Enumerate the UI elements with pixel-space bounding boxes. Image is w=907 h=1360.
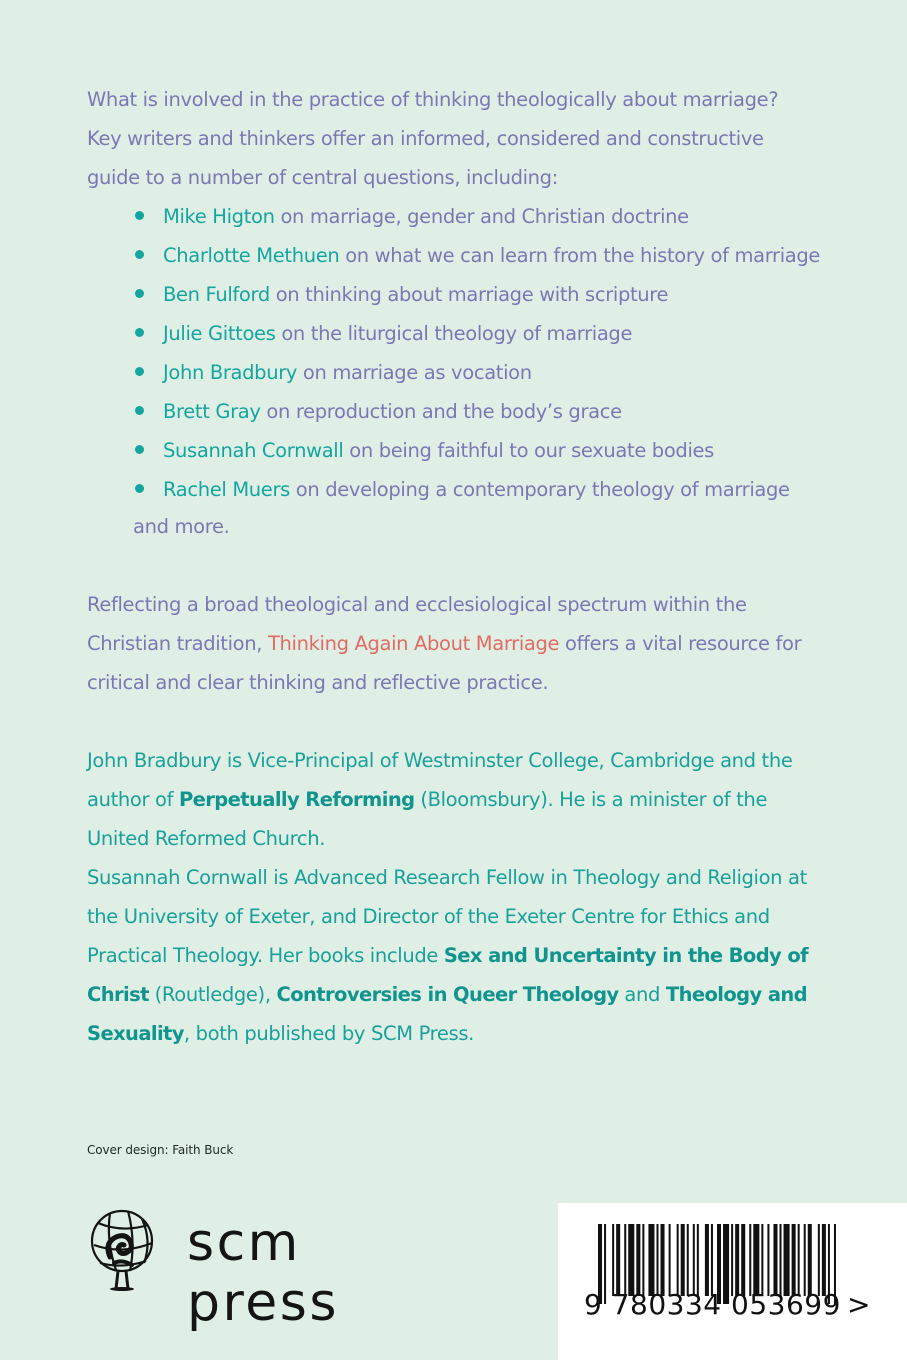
barcode-bar bbox=[741, 1224, 745, 1296]
list-item bbox=[133, 314, 820, 353]
barcode-bar bbox=[792, 1224, 796, 1296]
isbn-arrow-icon: > bbox=[847, 1288, 871, 1321]
bio-cornwall-text-1: Susannah Cornwall is Advanced Research Fellow in Theology and Religion at the University of Exeter, and Director of the Exeter Centre for Ethics and Practical Theology. Her books include bbox=[87, 866, 807, 967]
publisher-name: scm press bbox=[187, 1213, 339, 1333]
barcode-bar bbox=[798, 1224, 800, 1296]
barcode-bar bbox=[656, 1224, 658, 1296]
list-item bbox=[133, 470, 820, 509]
bullet-icon bbox=[135, 445, 144, 454]
bio-bradbury bbox=[87, 741, 827, 858]
contributor-topic: on thinking about marriage with scripture bbox=[269, 283, 669, 306]
barcode-bar bbox=[687, 1224, 689, 1296]
barcode-bar bbox=[767, 1224, 769, 1296]
barcode-bar bbox=[735, 1224, 739, 1296]
list-item bbox=[133, 275, 820, 314]
contributor-list bbox=[133, 197, 820, 509]
barcode-bar bbox=[624, 1224, 626, 1296]
bio-bradbury-text-2: (Bloomsbury). He is a minister of the United Reformed Church. bbox=[87, 788, 768, 850]
barcode-bar bbox=[661, 1224, 665, 1296]
barcode-bar bbox=[773, 1224, 777, 1296]
list-item bbox=[133, 236, 820, 275]
bullet-icon bbox=[135, 367, 144, 376]
barcode-bar bbox=[669, 1224, 671, 1296]
bio-cornwall-text-2: (Routledge), bbox=[148, 983, 277, 1006]
bullet-icon bbox=[135, 250, 144, 259]
bullet-icon bbox=[135, 211, 144, 220]
bio-cornwall bbox=[87, 858, 827, 1053]
bio-cornwall-book-3: Theology and Sexuality bbox=[87, 983, 808, 1045]
reflecting-paragraph bbox=[87, 585, 817, 702]
barcode-bar bbox=[705, 1224, 709, 1296]
contributor-topic: on reproduction and the body’s grace bbox=[260, 400, 622, 423]
scm-globe-icon bbox=[86, 1203, 158, 1291]
contributor-topic: on developing a contemporary theology of marriage bbox=[289, 478, 790, 501]
publisher-logo bbox=[86, 1203, 466, 1333]
barcode-bar bbox=[628, 1224, 634, 1296]
isbn-barcode bbox=[558, 1203, 907, 1360]
barcode-bar bbox=[780, 1224, 782, 1296]
contributor-topic: on marriage as vocation bbox=[297, 361, 532, 384]
bio-bradbury-book: Perpetually Reforming bbox=[178, 788, 415, 811]
contributor-name: Charlotte Methuen bbox=[163, 244, 340, 267]
reflecting-text-after: offers a vital resource for critical and clear thinking and reflective practice. bbox=[87, 632, 802, 694]
contributor-topic: on marriage, gender and Christian doctrine bbox=[274, 205, 689, 228]
barcode-bar bbox=[753, 1224, 759, 1296]
barcode-bar bbox=[636, 1224, 640, 1296]
barcode-bar bbox=[642, 1224, 644, 1296]
list-item bbox=[133, 353, 820, 392]
barcode-bar bbox=[648, 1224, 654, 1296]
contributor-name: Rachel Muers bbox=[163, 478, 290, 501]
barcode-bar bbox=[677, 1224, 679, 1296]
bio-cornwall-text-3: and bbox=[618, 983, 666, 1006]
book-title: Thinking Again About Marriage bbox=[267, 632, 560, 655]
barcode-bar bbox=[818, 1224, 820, 1296]
barcode-bar bbox=[697, 1224, 699, 1296]
contributor-name: Susannah Cornwall bbox=[163, 439, 344, 462]
barcode-bar bbox=[612, 1224, 614, 1296]
contributor-name: Julie Gittoes bbox=[163, 322, 276, 345]
bio-cornwall-book-2: Controversies in Queer Theology bbox=[276, 983, 619, 1006]
barcode-bar bbox=[761, 1224, 763, 1296]
barcode-bar bbox=[784, 1224, 790, 1296]
contributor-name: Brett Gray bbox=[163, 400, 261, 423]
intro-paragraph: What is involved in the practice of thinking theologically about marriage? Key writers and thinkers offer an informed, considered and constructive guide to a number of central questions, including: bbox=[87, 88, 779, 189]
barcode-bar bbox=[616, 1224, 620, 1296]
barcode-bar bbox=[711, 1224, 713, 1296]
bio-bradbury-text-1: John Bradbury is Vice-Principal of Westminster College, Cambridge and the author of bbox=[87, 749, 793, 811]
barcode-bar bbox=[681, 1224, 685, 1296]
cover-design-credit: Cover design: Faith Buck bbox=[87, 1143, 234, 1157]
barcode-bar bbox=[804, 1224, 806, 1296]
contributor-name: Ben Fulford bbox=[163, 283, 270, 306]
barcode-bar bbox=[822, 1224, 826, 1296]
isbn-number: 9 780334 053699 bbox=[584, 1288, 841, 1321]
contributor-topic: on what we can learn from the history of marriage bbox=[339, 244, 821, 267]
and-more-text: and more. bbox=[133, 515, 230, 538]
bio-cornwall-text-4: , both published by SCM Press. bbox=[183, 1022, 474, 1045]
list-item bbox=[133, 392, 820, 431]
barcode-bar bbox=[693, 1224, 695, 1296]
contributor-topic: on the liturgical theology of marriage bbox=[275, 322, 633, 345]
barcode-bar bbox=[808, 1224, 812, 1296]
barcode-bar bbox=[749, 1224, 751, 1296]
reflecting-text-before: Reflecting a broad theological and ecclesiological spectrum within the Christian tradition, bbox=[87, 593, 747, 655]
bullet-icon bbox=[135, 289, 144, 298]
barcode-bar bbox=[731, 1224, 733, 1296]
bullet-icon bbox=[135, 484, 144, 493]
list-item bbox=[133, 197, 820, 236]
bullet-icon bbox=[135, 328, 144, 337]
contributor-name: Mike Higton bbox=[163, 205, 275, 228]
contributor-topic: on being faithful to our sexuate bodies bbox=[343, 439, 714, 462]
bullet-icon bbox=[135, 406, 144, 415]
bio-cornwall-book-1: Sex and Uncertainty in the Body of Christ bbox=[87, 944, 809, 1006]
contributor-name: John Bradbury bbox=[163, 361, 298, 384]
list-item bbox=[133, 431, 820, 470]
